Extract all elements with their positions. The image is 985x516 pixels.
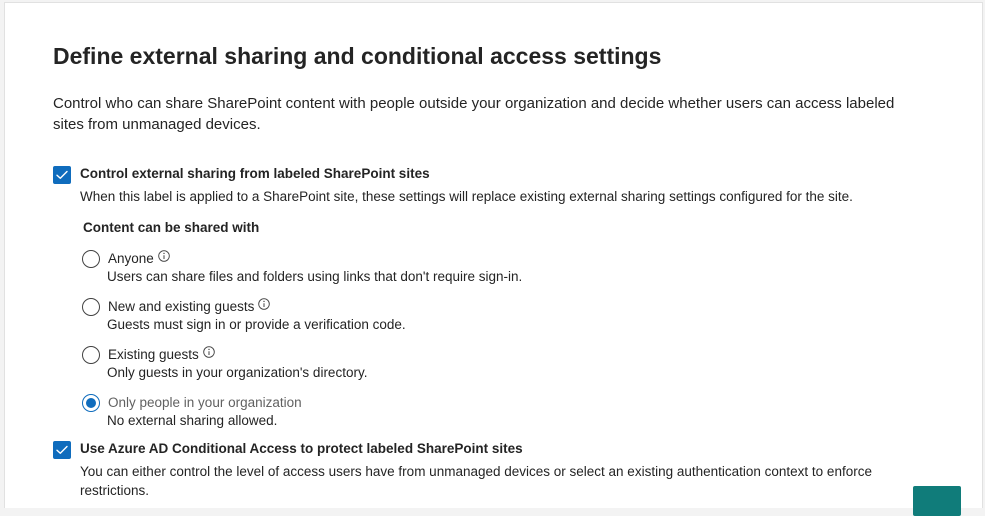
radio-label-only-org: Only people in your organization <box>108 395 302 410</box>
radio-option-new-existing-guests[interactable] <box>82 297 406 334</box>
page-intro: Control who can share SharePoint content with people outside your organization and decide whether users can access labeled sites from unmanaged devices. <box>53 95 895 133</box>
conditional-access-label: Use Azure AD Conditional Access to protect labeled SharePoint sites <box>80 441 523 456</box>
external-sharing-option[interactable] <box>53 165 910 206</box>
radio-button-anyone[interactable] <box>82 250 100 268</box>
radio-desc-anyone: Users can share files and folders using links that don't require sign-in. <box>107 269 523 284</box>
floating-action-button[interactable] <box>913 486 961 516</box>
radio-button-existing-guests[interactable] <box>82 346 100 364</box>
radio-label-new-existing-guests: New and existing guests <box>108 299 255 314</box>
checkmark-icon <box>56 170 68 180</box>
radio-desc-only-org: No external sharing allowed. <box>107 413 278 428</box>
checkmark-icon <box>56 445 68 455</box>
radio-desc-existing-guests: Only guests in your organization's directory. <box>107 365 368 380</box>
radio-desc-new-existing-guests: Guests must sign in or provide a verification code. <box>107 317 406 332</box>
radio-label-existing-guests: Existing guests <box>108 347 199 362</box>
info-icon[interactable] <box>158 250 170 262</box>
content-shared-with-heading: Content can be shared with <box>83 220 260 235</box>
conditional-access-checkbox[interactable] <box>53 441 71 459</box>
conditional-access-description: You can either control the level of access users have from unmanaged devices or select an existing authentication context to enforce restrictions. <box>80 464 872 498</box>
external-sharing-label: Control external sharing from labeled SharePoint sites <box>80 166 430 181</box>
radio-button-new-existing-guests[interactable] <box>82 298 100 316</box>
radio-button-only-org[interactable] <box>82 394 100 412</box>
page-title: Define external sharing and conditional access settings <box>53 43 662 69</box>
radio-option-existing-guests[interactable] <box>82 345 367 382</box>
settings-panel <box>4 2 983 508</box>
radio-option-only-org[interactable] <box>82 393 302 430</box>
conditional-access-option[interactable] <box>53 440 910 500</box>
radio-label-anyone: Anyone <box>108 251 154 266</box>
external-sharing-description: When this label is applied to a SharePoint site, these settings will replace existing external sharing settings configured for the site. <box>80 189 853 204</box>
external-sharing-checkbox[interactable] <box>53 166 71 184</box>
radio-option-anyone[interactable] <box>82 249 522 286</box>
radio-selected-dot <box>86 398 96 408</box>
info-icon[interactable] <box>258 298 270 310</box>
info-icon[interactable] <box>203 346 215 358</box>
